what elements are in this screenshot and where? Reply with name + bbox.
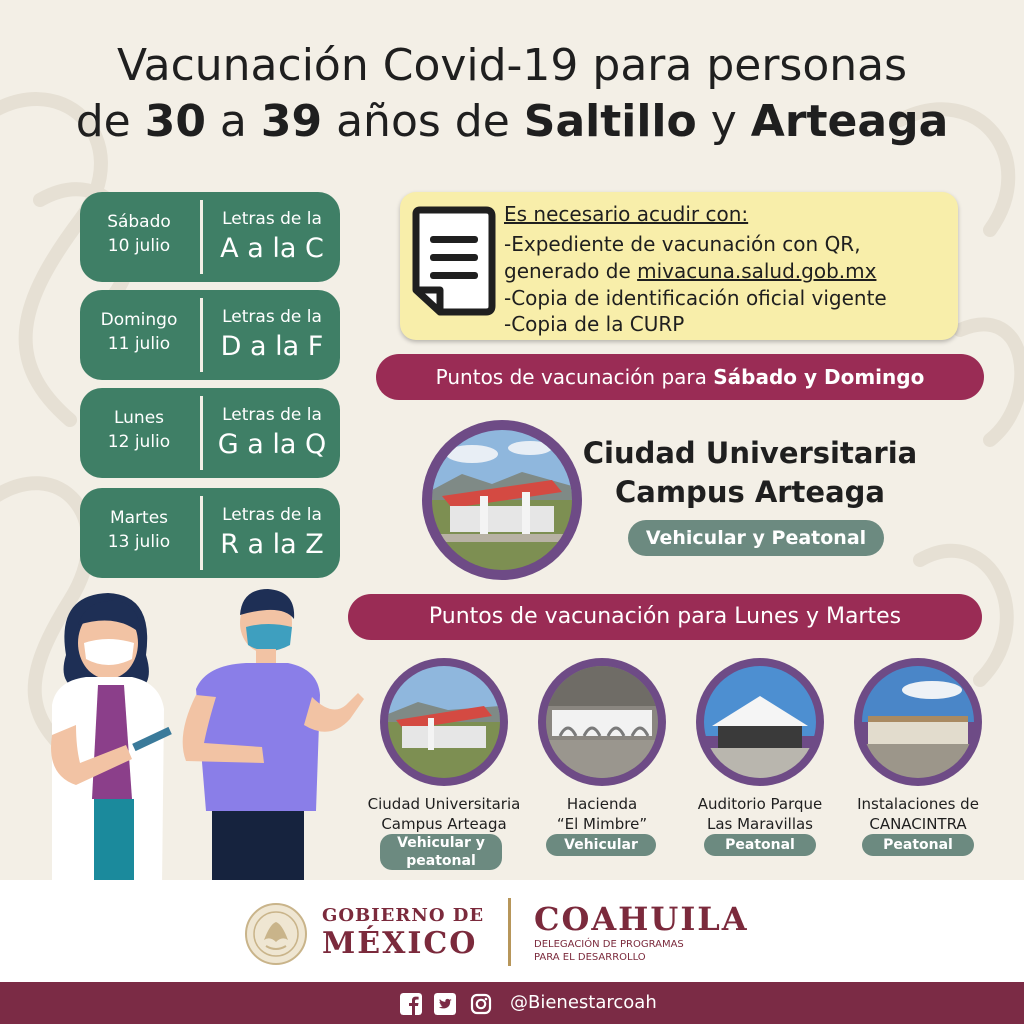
site-name-line: CANACINTRA [869, 815, 967, 833]
building-photo-icon [862, 666, 974, 778]
twitter-icon[interactable] [434, 993, 456, 1015]
schedule-row-saturday [80, 192, 340, 282]
access-type-badge [380, 834, 502, 870]
site-photo-campus-arteaga-small [380, 658, 508, 786]
health-worker-and-patient-illustration [36, 585, 376, 885]
schedule-letters-label: Letras de la [222, 307, 322, 327]
document-icon [410, 206, 496, 322]
gobierno-logo-text: MÉXICO [322, 926, 478, 961]
title-age-start: 30 [144, 96, 206, 147]
schedule-day-date: 13 julio [107, 532, 171, 552]
delegacion-line: PARA EL DESARROLLO [534, 952, 646, 963]
campus-photo-icon [432, 430, 572, 570]
site-photo-campus-arteaga [422, 420, 582, 580]
eagle-seal-icon [244, 902, 308, 966]
title-city-arteaga: Arteaga [750, 96, 949, 147]
schedule-divider [200, 496, 203, 570]
schedule-divider [200, 396, 203, 470]
schedule-divider [200, 200, 203, 274]
weekend-banner [376, 354, 984, 400]
schedule-letter-range: A a la C [220, 233, 324, 264]
badge-line: Vehicular y [397, 835, 485, 851]
site-name-line: Las Maravillas [706, 815, 813, 833]
site-photo [546, 666, 658, 778]
site-photo-canacintra [854, 658, 982, 786]
site-photo-auditorio-las-maravillas [696, 658, 824, 786]
delegacion-line: DELEGACIÓN DE PROGRAMAS [534, 939, 684, 950]
access-type-badge: Peatonal [862, 834, 974, 856]
site-name-line: Ciudad Universitaria [367, 795, 521, 813]
instagram-icon[interactable] [470, 993, 492, 1015]
schedule-day-date: 11 julio [107, 334, 171, 354]
title-text: años de [322, 96, 524, 147]
title-text: a [205, 96, 261, 147]
schedule-divider [200, 298, 203, 372]
schedule-day-date: 12 julio [107, 432, 171, 452]
logo-divider [508, 898, 511, 966]
site-name-hacienda [512, 794, 692, 834]
title-line-2 [0, 94, 1024, 150]
schedule-row-monday [80, 388, 340, 478]
footer [0, 880, 1024, 982]
schedule-letters-label: Letras de la [222, 505, 322, 525]
title-city-saltillo: Saltillo [523, 96, 697, 147]
requirement-item: -Expediente de vacunación con QR, [504, 232, 861, 256]
requirement-text: generado de [504, 259, 638, 283]
site-photo [432, 430, 572, 570]
schedule-date [80, 506, 198, 554]
title-text: de [75, 96, 145, 147]
title-age-end: 39 [260, 96, 323, 147]
schedule-letter-range: R a la Z [220, 529, 324, 560]
site-name-line: Instalaciones de [857, 795, 979, 813]
banner-text: Puntos de vacunación para [435, 365, 714, 389]
badge-line: peatonal [406, 853, 476, 869]
schedule-day: Sábado [107, 212, 171, 232]
schedule-day: Domingo [100, 310, 178, 330]
schedule-date [80, 406, 198, 454]
auditorium-photo-icon [704, 666, 816, 778]
requirement-item: -Copia de la CURP [504, 312, 685, 336]
title-line-1: Vacunación Covid-19 para personas [116, 40, 908, 91]
site-name-line: Campus Arteaga [614, 475, 885, 509]
site-name-campus-arteaga [354, 794, 534, 834]
schedule-letter-range: G a la Q [217, 429, 327, 460]
vaccine-portal-link[interactable]: mivacuna.salud.gob.mx [637, 259, 877, 283]
coahuila-logo-text: COAHUILA [534, 900, 749, 938]
hacienda-photo-icon [546, 666, 658, 778]
weekend-site-name [580, 434, 920, 512]
main-title [0, 38, 1024, 150]
schedule-letters-label: Letras de la [222, 405, 322, 425]
requirement-item: -Copia de identificación oficial vigente [504, 286, 887, 310]
schedule-row-sunday [80, 290, 340, 380]
weekday-banner: Puntos de vacunación para Lunes y Martes [348, 594, 982, 640]
campus-photo-icon [388, 666, 500, 778]
schedule-day: Lunes [113, 408, 165, 428]
requirements-box [400, 192, 958, 340]
site-name-canacintra [828, 794, 1008, 834]
site-name-line: Auditorio Parque [697, 795, 823, 813]
schedule-row-tuesday [80, 488, 340, 578]
schedule-day: Martes [109, 508, 169, 528]
requirement-item [504, 259, 876, 283]
site-name-auditorio [670, 794, 850, 834]
site-photo [388, 666, 500, 778]
site-name-line: Ciudad Universitaria [582, 436, 918, 470]
requirements-heading: Es necesario acudir con: [504, 202, 749, 226]
schedule-day-date: 10 julio [107, 236, 171, 256]
schedule-letter-range: D a la F [220, 331, 324, 362]
delegacion-text [534, 938, 734, 964]
schedule-letters-label: Letras de la [222, 209, 322, 229]
site-photo-hacienda-el-mimbre [538, 658, 666, 786]
access-type-badge: Vehicular y Peatonal [628, 520, 884, 556]
banner-days: Sábado y Domingo [713, 365, 925, 389]
site-photo [704, 666, 816, 778]
site-name-line: “El Mimbre” [556, 815, 648, 833]
schedule-date [80, 210, 198, 258]
site-photo [862, 666, 974, 778]
site-name-line: Hacienda [566, 795, 638, 813]
facebook-icon[interactable] [400, 993, 422, 1015]
title-text: y [696, 96, 751, 147]
schedule-date [80, 308, 198, 356]
gobierno-logo-text: GOBIERNO DE [322, 905, 485, 926]
site-name-line: Campus Arteaga [381, 815, 507, 833]
access-type-badge: Vehicular [546, 834, 656, 856]
access-type-badge: Peatonal [704, 834, 816, 856]
social-handle[interactable]: @Bienestarcoah [510, 992, 657, 1013]
